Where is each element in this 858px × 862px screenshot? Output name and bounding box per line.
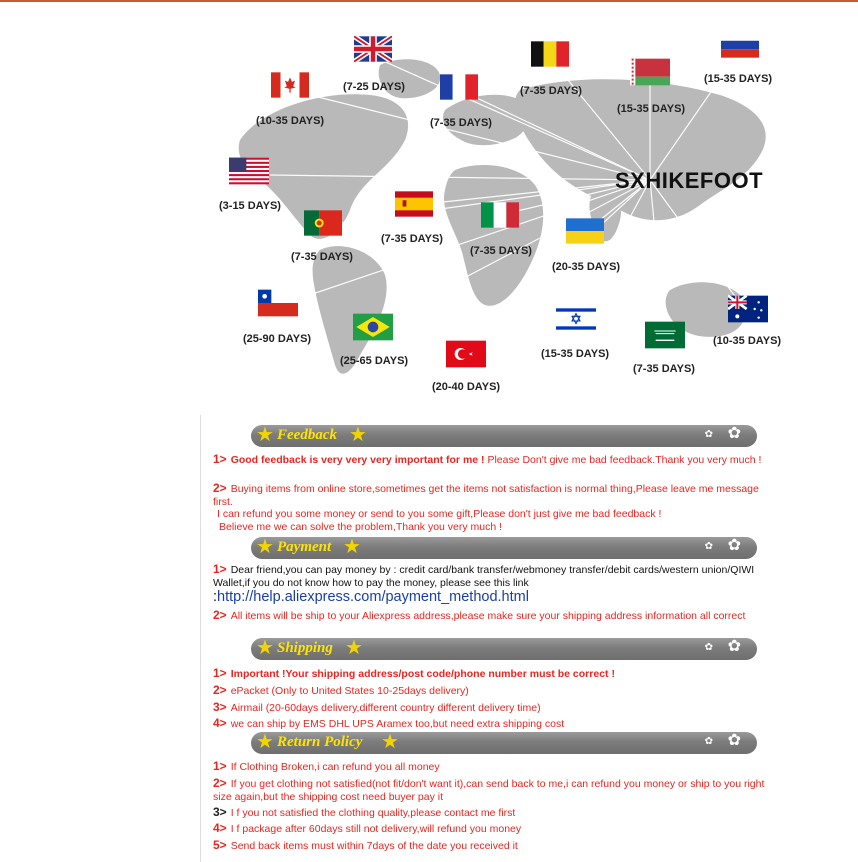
return-line-5: [213, 839, 781, 853]
italy-flag-icon: [481, 201, 519, 229]
payment-line-1-text: Dear friend,you can pay money by : credit card/bank transfer/webmoney transfer/debit cards/western union/QIWI Wallet,if you do not know how to pay the money, please see this link: [213, 564, 755, 589]
feedback-line-2-text: Buying items from online store,sometimes get the items not satisfaction is normal thing,Please leave me message first.: [213, 483, 759, 508]
feedback-line-3: I can refund you some money or send to you some gift,Please don't just give me bad feedback !: [217, 508, 662, 520]
days-label-brazil: (25-65 DAYS): [340, 355, 409, 367]
return-line-1-text: If Clothing Broken,i can refund you all money: [230, 761, 440, 773]
shipping-line-4: [213, 717, 781, 731]
days-label-spain: (7-35 DAYS): [381, 233, 443, 245]
flower-icon: ✿: [704, 736, 713, 747]
payment-title: Payment: [277, 539, 332, 555]
chile-flag-icon: [258, 289, 298, 317]
return-line-2: [213, 777, 781, 804]
uk-flag-icon: [354, 36, 392, 62]
shipping-header-bar: [251, 638, 757, 660]
return-num-1: 1>: [213, 759, 227, 773]
shipping-line-2: [213, 684, 781, 698]
star-icon: ★: [256, 637, 274, 659]
feedback-line-2: [213, 482, 781, 509]
shipping-line-1: [213, 667, 781, 681]
flower-icon: ✿: [704, 541, 713, 552]
days-label-portugal: (7-35 DAYS): [291, 251, 353, 263]
portugal-flag-icon: [304, 209, 342, 237]
brand-name: SXHIKEFOOT: [615, 168, 764, 193]
belarus-flag-icon: [630, 58, 670, 86]
days-label-israel: (15-35 DAYS): [541, 348, 610, 360]
star-icon: ★: [256, 731, 274, 753]
feedback-line-1-rest: Please Don't give me bad feedback.Thank you very much !: [484, 454, 762, 466]
days-label-italy: (7-35 DAYS): [470, 245, 532, 257]
spain-flag-icon: [395, 190, 433, 218]
days-label-canada: (10-35 DAYS): [256, 115, 325, 127]
star-icon: ★: [343, 536, 361, 558]
australia-flag-icon: [728, 294, 768, 324]
feedback-header-bar: [251, 425, 757, 447]
belgium-flag-icon: [531, 40, 569, 68]
flower-icon: ✿: [727, 638, 741, 655]
feedback-line-1-bold: Good feedback is very very very important for me !: [230, 454, 485, 466]
shipping-line-4-text: we can ship by EMS DHL UPS Aramex too,but need extra shipping cost: [230, 718, 565, 730]
days-label-ukraine: (20-35 DAYS): [552, 261, 621, 273]
return-line-1: [213, 760, 781, 774]
days-label-belgium: (7-35 DAYS): [520, 85, 582, 97]
flower-icon: ✿: [727, 732, 741, 749]
return-line-2-text: If you get clothing not satisfied(not fit/don't want it),can send back to me,i can refund you money or ship to you right size again,but the shipping cost need buyer pay it: [213, 778, 765, 803]
flower-icon: ✿: [727, 537, 741, 554]
return-line-4-text: I f package after 60days still not delivery,will refund you money: [230, 823, 522, 835]
russia-flag-icon: [721, 32, 759, 58]
shipping-num-1: 1>: [213, 666, 227, 680]
return-line-4: [213, 822, 781, 836]
star-icon: ★: [345, 637, 363, 659]
days-label-turkey: (20-40 DAYS): [432, 381, 501, 393]
days-label-australia: (10-35 DAYS): [713, 335, 782, 347]
payment-line-2: [213, 609, 781, 623]
days-label-saudi-arabia: (7-35 DAYS): [633, 363, 695, 375]
return-policy-header-bar: [251, 732, 757, 754]
usa-flag-icon: [229, 156, 269, 186]
days-label-france: (7-35 DAYS): [430, 117, 492, 129]
days-label-belarus: (15-35 DAYS): [617, 103, 686, 115]
france-flag-icon: [440, 73, 478, 101]
shipping-num-4: 4>: [213, 716, 227, 730]
shipping-num-2: 2>: [213, 683, 227, 697]
days-label-russia: (15-35 DAYS): [704, 73, 773, 85]
payment-line-2-text: All items will be ship to your Aliexpress address,please make sure your shipping address information all correct: [230, 610, 746, 622]
shipping-line-2-text: ePacket (Only to United States 10-25days delivery): [230, 685, 469, 697]
shipping-title: Shipping: [277, 640, 333, 656]
israel-flag-icon: [556, 305, 596, 333]
flower-icon: ✿: [727, 425, 741, 442]
payment-num-2: 2>: [213, 608, 227, 622]
days-label-chile: (25-90 DAYS): [243, 333, 312, 345]
days-label-uk: (7-25 DAYS): [343, 81, 405, 93]
return-num-5: 5>: [213, 838, 227, 852]
star-icon: ★: [381, 731, 399, 753]
return-num-4: 4>: [213, 821, 227, 835]
feedback-line-4: Believe me we can solve the problem,Thank you very much !: [219, 521, 503, 533]
star-icon: ★: [256, 536, 274, 558]
shipping-num-3: 3>: [213, 700, 227, 714]
shipping-line-3-text: Airmail (20-60days delivery,different country different delivery time): [230, 702, 541, 714]
payment-line-1: [213, 563, 781, 590]
brazil-flag-icon: [353, 312, 393, 342]
shipping-line-1-text: Important !Your shipping address/post code/phone number must be correct !: [230, 668, 615, 680]
feedback-num-2: 2>: [213, 481, 227, 495]
top-border-line: [0, 0, 858, 2]
flower-icon: ✿: [704, 429, 713, 440]
saudi-arabia-flag-icon: [645, 320, 685, 350]
ukraine-flag-icon: [566, 217, 604, 245]
return-line-5-text: Send back items must within 7days of the date you received it: [230, 840, 518, 852]
days-label-usa: (3-15 DAYS): [219, 200, 281, 212]
shipping-line-3: [213, 701, 781, 715]
feedback-line-1: [213, 453, 781, 467]
flower-icon: ✿: [704, 642, 713, 653]
africa-shape: [444, 165, 543, 306]
return-line-3-text: I f you not satisfied the clothing quality,please contact me first: [230, 807, 516, 819]
info-panel: [200, 415, 781, 862]
payment-link-prefix: :: [213, 589, 218, 605]
payment-method-link[interactable]: http://help.aliexpress.com/payment_method.html: [217, 589, 529, 605]
return-num-2: 2>: [213, 776, 227, 790]
star-icon: ★: [349, 424, 367, 446]
feedback-title: Feedback: [277, 427, 337, 443]
turkey-flag-icon: [446, 339, 486, 369]
return-num-3: 3>: [213, 805, 227, 819]
payment-link-line: [213, 589, 529, 605]
star-icon: ★: [256, 424, 274, 446]
feedback-num-1: 1>: [213, 452, 227, 466]
return-policy-title: Return Policy: [277, 734, 363, 750]
canada-flag-icon: [271, 71, 309, 99]
payment-num-1: 1>: [213, 562, 227, 576]
payment-header-bar: [251, 537, 757, 559]
return-line-3: [213, 806, 781, 820]
